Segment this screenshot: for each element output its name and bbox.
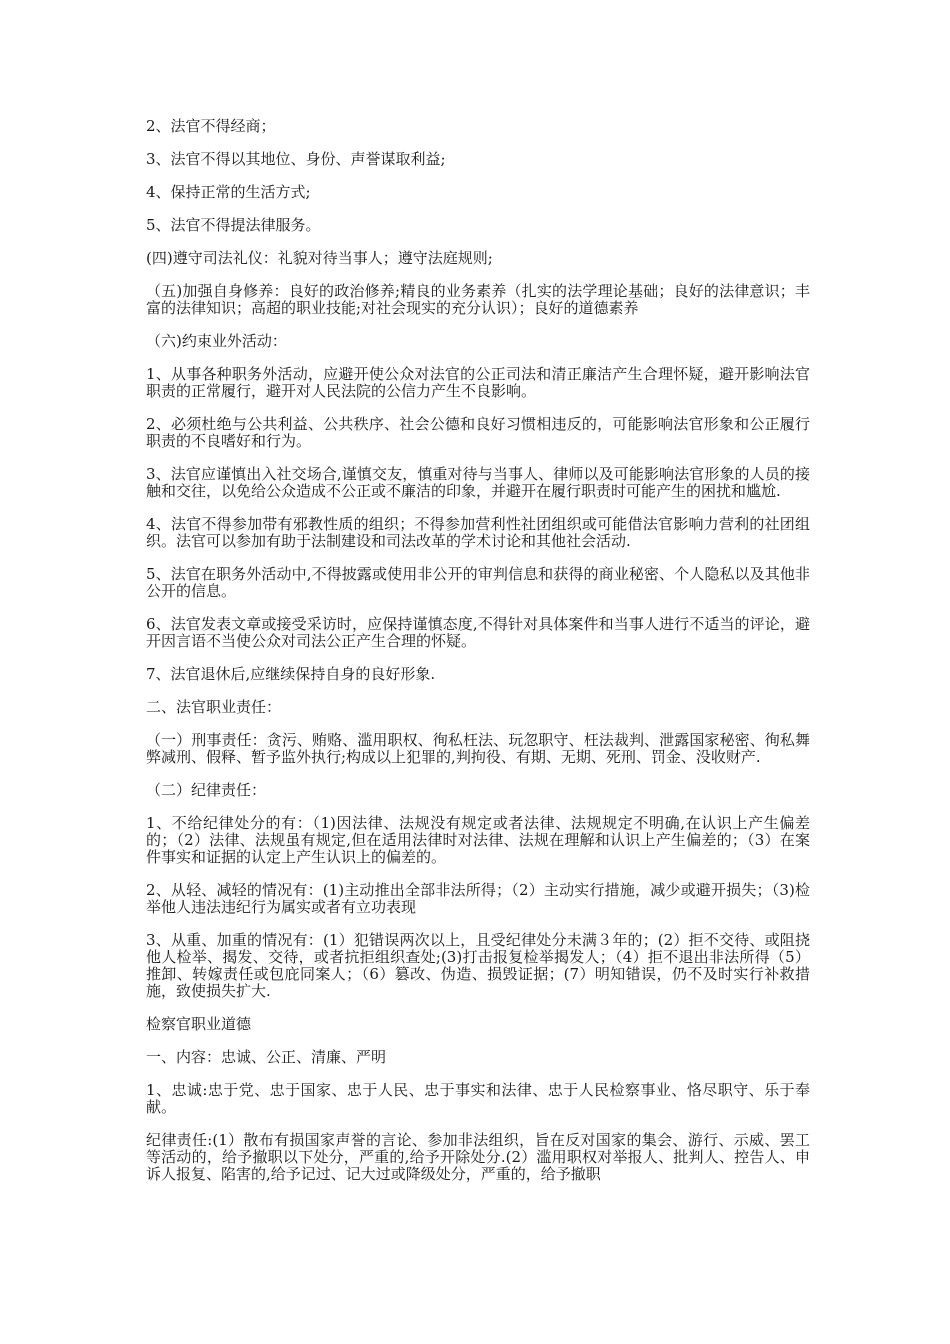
paragraph: 2、从轻、减轻的情况有：(1)主动推出全部非法所得；（2）主动实行措施，减少或避开损失；（3)检举他人违法违纪行为属实或者有立功表现 bbox=[146, 881, 810, 916]
paragraph: （一）刑事责任：贪污、贿赂、滥用职权、徇私枉法、玩忽职守、枉法裁判、泄露国家秘密、徇私舞弊减刑、假释、暂予监外执行;构成以上犯罪的,判拘役、有期、无期、死刑、罚金、没收财产. bbox=[146, 731, 810, 766]
section-heading: （五)加强自身修养：良好的政治修养;精良的业务素养（扎实的法学理论基础；良好的法律意识；丰富的法律知识；高超的职业技能;对社会现实的充分认识）；良好的道德素养 bbox=[146, 282, 810, 317]
section-heading: （六)约束业外活动： bbox=[146, 332, 287, 350]
section-heading: （二）纪律责任： bbox=[146, 781, 267, 799]
paragraph: 2、必须杜绝与公共利益、公共秩序、社会公德和良好习惯相违反的，可能影响法官形象和公正履行职责的不良嗜好和行为。 bbox=[146, 415, 810, 450]
paragraph: 5、法官不得提法律服务。 bbox=[146, 216, 321, 234]
paragraph: 1、从事各种职务外活动，应避开使公众对法官的公正司法和清正廉洁产生合理怀疑，避开影响法官职责的正常履行，避开对人民法院的公信力产生不良影响。 bbox=[146, 365, 810, 400]
paragraph: 1、忠诚:忠于党、忠于国家、忠于人民、忠于事实和法律、忠于人民检察事业、恪尽职守、乐于奉献。 bbox=[146, 1081, 810, 1116]
section-heading: 二、法官职业责任： bbox=[146, 698, 282, 716]
paragraph: 4、法官不得参加带有邪教性质的组织；不得参加营利性社团组织或可能借法官影响力营利的社团组织。法官可以参加有助于法制建设和司法改革的学术讨论和其他社会活动. bbox=[146, 515, 810, 550]
paragraph: 4、保持正常的生活方式; bbox=[146, 183, 311, 201]
paragraph: 3、从重、加重的情况有：(1）犯错误两次以上，且受纪律处分未满３年的；(2）拒不交待、或阻挠他人检举、揭发、交待，或者抗拒组织查处;(3)打击报复检举揭发人；（4）拒不退出非法所得（5）推卸、转嫁责任或包庇同案人；（6）篡改、伪造、损毁证据；(7）明知错误，仍不及时实行补救措施，致使损失扩大. bbox=[146, 931, 810, 1000]
section-heading: (四)遵守司法礼仪：礼貌对待当事人；遵守法庭规则; bbox=[146, 249, 493, 267]
paragraph: 5、法官在职务外活动中,不得披露或使用非公开的审判信息和获得的商业秘密、个人隐私以及其他非公开的信息。 bbox=[146, 565, 810, 600]
paragraph: 3、法官应谨慎出入社交场合,谨慎交友，慎重对待与当事人、律师以及可能影响法官形象的人员的接触和交往，以免给公众造成不公正或不廉洁的印象，并避开在履行职责时可能产生的困扰和尴尬. bbox=[146, 465, 810, 500]
paragraph: 1、不给纪律处分的有：（1)因法律、法规没有规定或者法律、法规规定不明确,在认识上产生偏差的；（2）法律、法规虽有规定,但在适用法律时对法律、法规在理解和认识上产生偏差的；（3）在案件事实和证据的认定上产生认识上的偏差的。 bbox=[146, 814, 810, 866]
paragraph: 3、法官不得以其地位、身份、声誉谋取利益; bbox=[146, 150, 446, 168]
section-heading: 一、内容：忠诚、公正、清廉、严明 bbox=[146, 1048, 387, 1066]
paragraph: 6、法官发表文章或接受采访时，应保持谨慎态度,不得针对具体案件和当事人进行不适当的评论，避开因言语不当使公众对司法公正产生合理的怀疑。 bbox=[146, 615, 810, 650]
section-heading: 检察官职业道德 bbox=[146, 1015, 252, 1033]
document-page bbox=[146, 118, 810, 1199]
paragraph: 纪律责任:(1）散布有损国家声誉的言论、参加非法组织，旨在反对国家的集会、游行、示威、罢工等活动的，给予撤职以下处分，严重的,给予开除处分.(2）滥用职权对举报人、批判人、控告人、申诉人报复、陷害的,给予记过、记大过或降级处分，严重的，给予撤职 bbox=[146, 1131, 810, 1183]
paragraph: 2、法官不得经商； bbox=[146, 117, 276, 135]
paragraph: 7、法官退休后,应继续保持自身的良好形象. bbox=[146, 665, 436, 683]
